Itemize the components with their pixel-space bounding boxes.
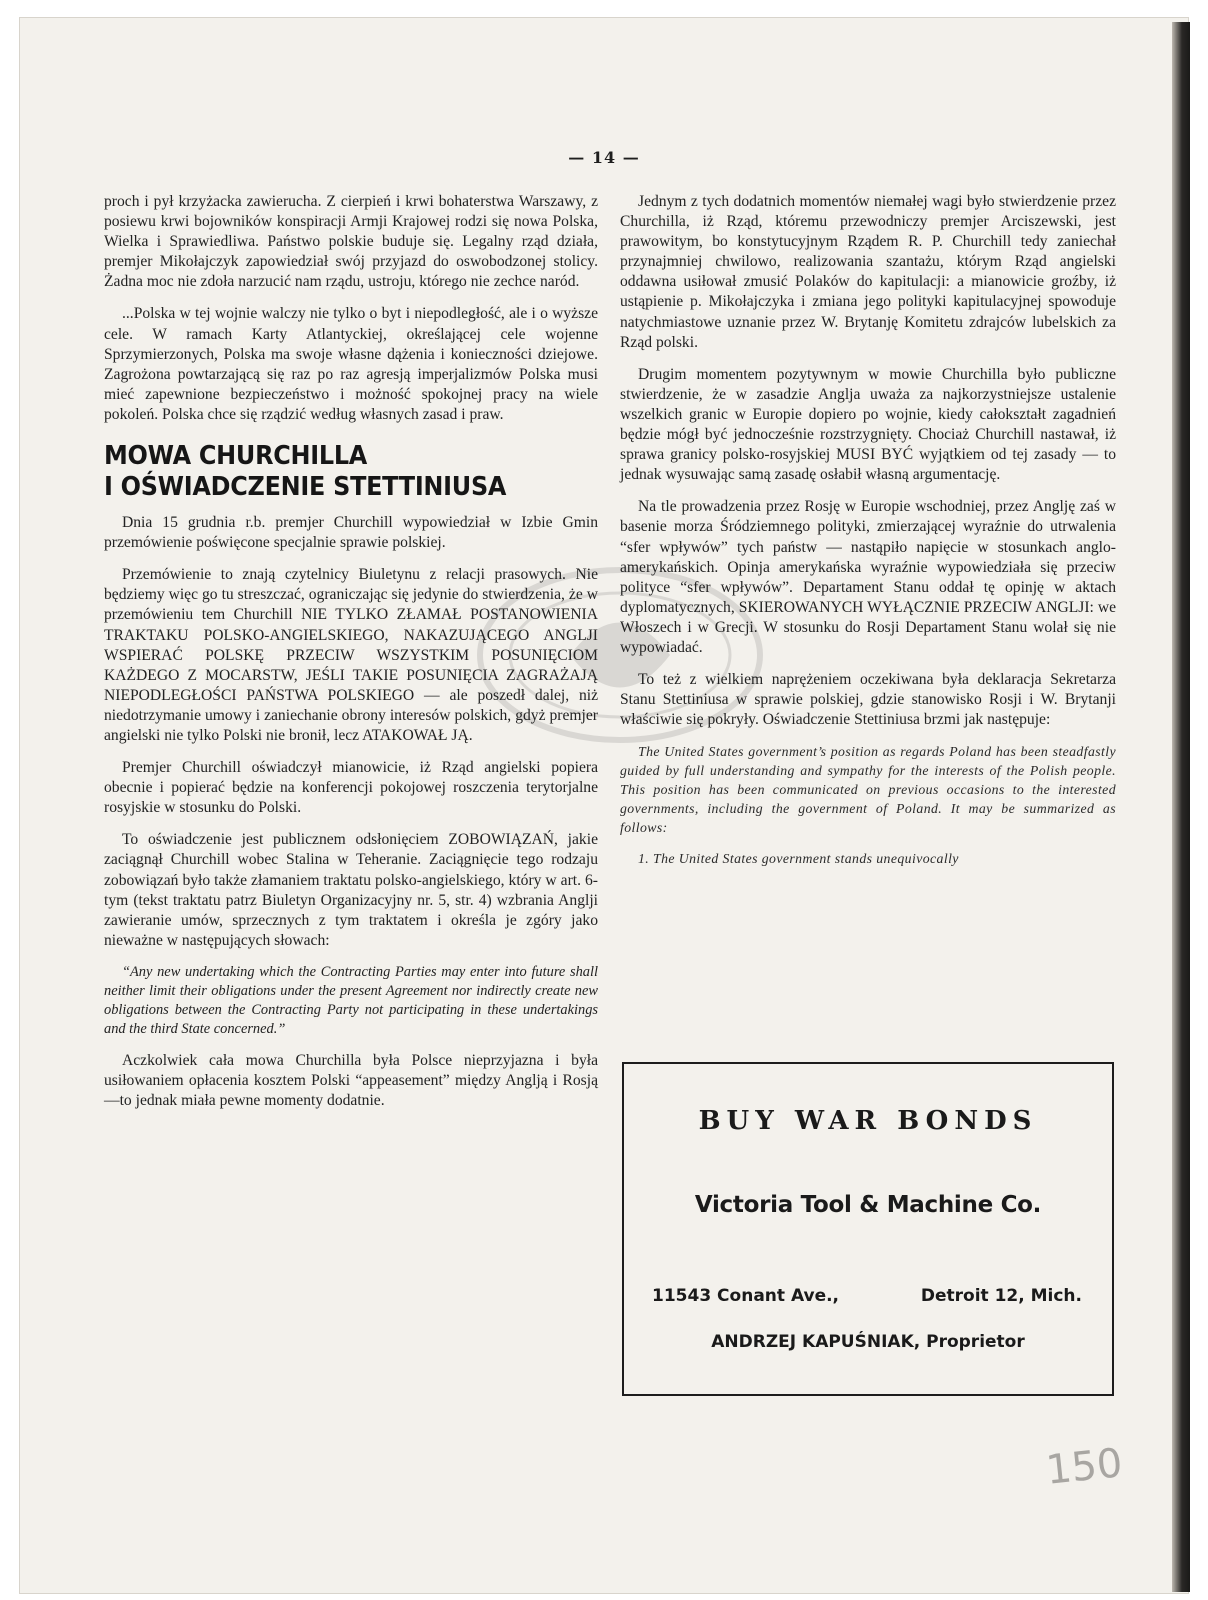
left-paragraph-7: Aczkolwiek cała mowa Churchilla była Polsce nieprzyjazna i była usiłowaniem opłacenia kosztem Polski “appeasement” między Anglją i Rosją—to jednak miała pewne momenty dodatnie. — [104, 1051, 598, 1110]
right-paragraph-4: To też z wielkiem naprężeniem oczekiwana była deklaracja Sekretarza Stanu Stettiniusa w sprawie polskiej, gdzie stanowisko Rosji i W. Brytanji właściwie się pokryły. Oświadczenie Stettiniusa brzmi jak następuje: — [620, 671, 1116, 729]
headline-line-2: I OŚWIADCZENIE STETTINIUSA — [104, 472, 507, 503]
left-paragraph-5: Premjer Churchill oświadczył mianowicie, iż Rząd angielski popiera obecnie i popierać będzie na konferencji pokojowej roszczenia terytorjalne rosyjskie w stosunku do Polski. — [104, 759, 598, 817]
article-headline — [104, 441, 558, 503]
left-paragraph-2: ...Polska w tej wojnie walczy nie tylko o byt i niepodległość, ale i o wyższe cele. W ramach Karty Atlantyckiej, określającej cele wojenne Sprzymierzonych, Polska ma swoje własne dążenia i konieczności dziejowe. Zagrożona powtarzającą się raz po raz agresją imperjalizmów Polska musi mieć zapewnione bezpieczeństwo i możność spokojnej pracy na wiele pokoleń. Polska chce się rządzić według własnych zasad i praw. — [104, 305, 598, 423]
left-paragraph-3: Dnia 15 grudnia r.b. premjer Churchill wypowiedział w Izbie Gmin przemówienie poświęcone specjalnie sprawie polskiej. — [104, 514, 598, 552]
handwritten-page-note: 150 — [1043, 1440, 1125, 1494]
right-paragraph-2: Drugim momentem pozytywnym w mowie Churchilla było publiczne stwierdzenie, że w zasadzie Anglja uważa za najkorzystniejsze ustalenie wszelkich granic w Europie dopiero po wojnie, kiedy całokształt zagadnień będzie mógł być jednocześnie rozstrzygnięty. Chociaż Churchill nastawał, iż sprawa granicy polsko-rosyjskiej MUSI BYĆ wyjątkiem od tej zasady — to jednak wysuwając samą zasadę osłabił własną argumentację. — [620, 365, 1116, 484]
left-paragraph-6: To oświadczenie jest publicznem odsłonięciem ZOBOWIĄZAŃ, jakie zaciągnął Churchill wobec Stalina w Teheranie. Zaciągnięcie tego rodzaju zobowiązań było także złamaniem traktatu polsko-angielskiego, który w art. 6-tym (tekst traktatu patrz Biuletyn Organizacyjny nr. 5, str. 4) wzbrania Anglji zawieranie umów, sprzecznych z tym traktatem i określa je zgóry jako nieważne w następujących słowach: — [104, 831, 598, 949]
left-column — [104, 192, 598, 1123]
statement-item-1: 1. The United States government stands unequivocally — [638, 851, 959, 867]
treaty-quote: “Any new undertaking which the Contracting Parties may enter into future shall neither limit their obligations under the present Agreement nor indirectly create new obligations between the Contracting Party not participating in these undertakings and the third State concerned.” — [104, 963, 598, 1037]
ad-company-name: Victoria Tool & Machine Co. — [694, 1192, 1042, 1218]
ad-title: BUY WAR BONDS — [698, 1106, 1038, 1136]
headline-line-1: MOWA CHURCHILLA — [104, 441, 368, 472]
page-number: — 14 — — [568, 148, 640, 167]
page-edge-shadow — [1172, 22, 1190, 1592]
left-paragraph-4: Przemówienie to znają czytelnicy Biuletynu z relacji prasowych. Nie będziemy więc go tu streszczać, ograniczając się jedynie do stwierdzenia, że w przemówieniu tem Churchill NIE TYLKO ZŁAMAŁ POSTANOWIENIA TRAKTAKU POLSKO-ANGIELSKIEGO, NAKAZUJĄCEGO ANGLJI WSPIERAĆ POLSKĘ PRZECIW WSZYSTKIM POSUNIĘCIOM KAŻDEGO Z MOCARSTW, JEŚLI TAKIE POSUNIĘCIA ZAGRAŻAJĄ NIEPODLEGŁOŚCI PAŃSTWA POLSKIEGO — ale poszedł dalej, niż niedotrzymanie umowy i zaniechanie obrony interesów polskich, gdyż premjer angielski nie tylko Polski nie bronił, lecz ATAKOWAŁ JĄ. — [104, 566, 598, 744]
ad-city: Detroit 12, Mich. — [920, 1286, 1082, 1306]
ad-owner: ANDRZEJ KAPUŚNIAK, Proprietor — [711, 1332, 1025, 1352]
war-bonds-advertisement — [622, 1062, 1114, 1396]
right-paragraph-3: Na tle prowadzenia przez Rosję w Europie wschodniej, przez Anglję zaś w basenie morza Śródziemnego polityki, zmierzającej wyraźnie do utrwalenia “sfer wpływów” tych państw — nastąpiło napięcie w stosunkach anglo-amerykańskich. Opinja amerykańska wyraźnie wypowiedziała się przeciw polityce “sfer wpływów”. Departament Stanu oddał tę opinję w aktach dyplomatycznych, SKIEROWANYCH WYŁĄCZNIE PRZECIW ANGLJI: we Włoszech i w Grecji. W stosunku do Rosji Departament Stanu wolał się nie wypowiadać. — [620, 498, 1116, 656]
right-column — [620, 192, 1116, 868]
stettinius-statement: The United States government’s position as regards Poland has been steadfastly guided by full understanding and sympathy for the interests of the Polish people. This position has been communicated on previous occasions to the interested governments, including the government of Poland. It may be summarized as follows: — [620, 744, 1116, 836]
ad-address: 11543 Conant Ave., — [652, 1286, 840, 1306]
left-paragraph-1: proch i pył krzyżacka zawierucha. Z cierpień i krwi bohaterstwa Warszawy, z posiewu krwi bojowników konspiracji Armji Krajowej rodzi się nowa Polska, Wielka i Sprawiedliwa. Państwo polskie buduje się. Legalny rząd działa, premjer Mikołajczyk zapowiedział swój przyjazd do oswobodzonej stolicy. Żadna moc nie zdoła narzucić nam rządu, ustroju, którego nie zechce naród. — [104, 193, 598, 291]
right-paragraph-1: Jednym z tych dodatnich momentów niemałej wagi było stwierdzenie przez Churchilla, iż Rząd, któremu przewodniczy premjer Arciszewski, jest prawowitym, bo konstytucyjnym Rządem R. P. Churchill tedy zaniechał przynajmniej chwilowo, realizowania szantażu, którym Rząd angielski oddawna usiłował zmusić Polaków do kapitulacji: a mianowicie groźby, iż ustąpienie p. Mikołajczyka i zmiana jego polityki kapitulacyjnej spowoduje natychmiastowe uznanie przez W. Brytanję Komitetu zdrajców lubelskich za Rząd polski. — [620, 193, 1116, 351]
